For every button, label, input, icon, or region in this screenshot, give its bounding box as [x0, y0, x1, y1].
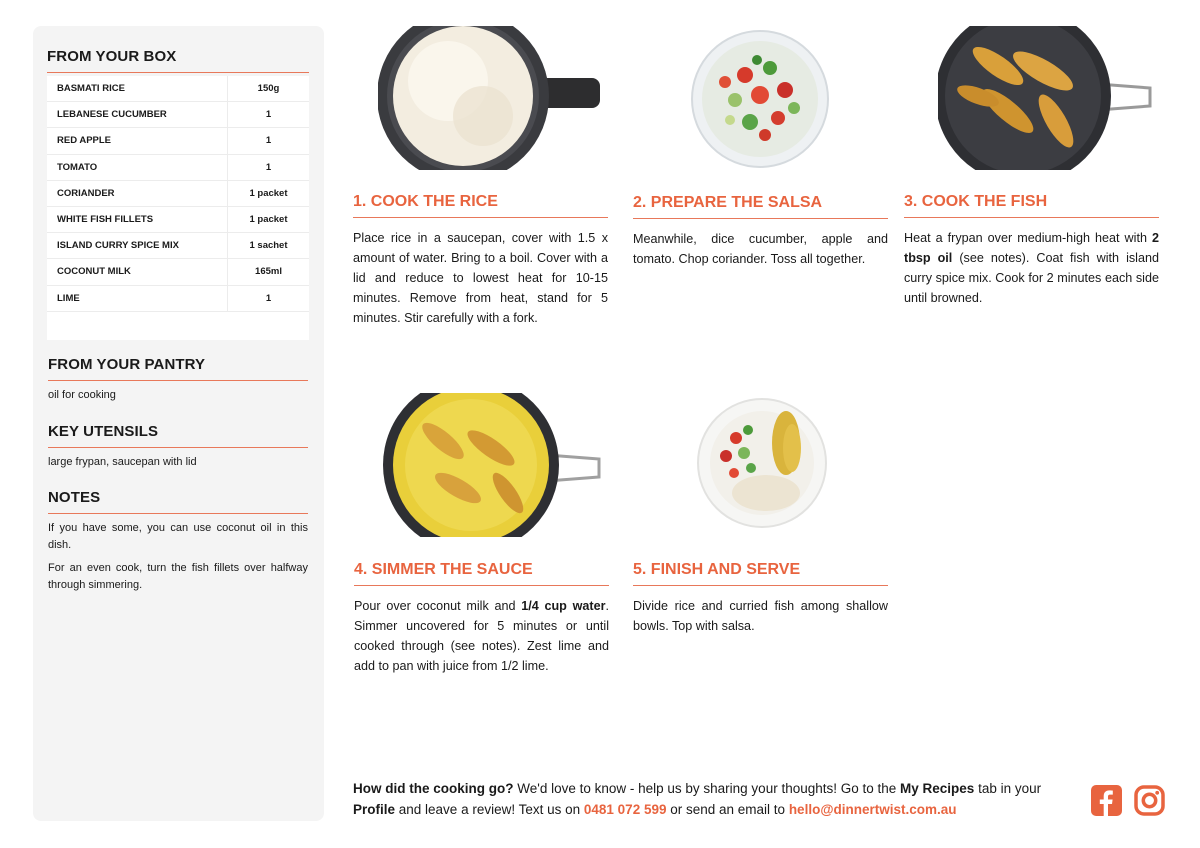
ingredient-row — [47, 155, 309, 181]
utensils-heading: KEY UTENSILS — [48, 423, 308, 448]
step-2-body — [633, 229, 888, 269]
pantry-section — [48, 356, 308, 404]
ingredients-table — [47, 76, 309, 340]
notes-section — [48, 489, 308, 594]
notes-heading: NOTES — [48, 489, 308, 514]
my-recipes-link[interactable]: My Recipes — [900, 781, 975, 796]
instagram-icon[interactable] — [1134, 785, 1165, 816]
ingredient-row — [47, 233, 309, 259]
curry-sauce-photo — [383, 393, 601, 537]
footer-question: How did the cooking go? — [353, 781, 514, 796]
step-text: Heat a frypan over medium-high heat with — [904, 231, 1152, 245]
footer-text: and leave a review! Text us on — [395, 802, 584, 817]
ingredient-name: ISLAND CURRY SPICE MIX — [57, 240, 179, 252]
step-text: Divide rice and curried fish among shallow bowls. Top with salsa. — [633, 599, 888, 633]
step-5-body — [633, 596, 888, 636]
fish-frypan-photo — [938, 26, 1152, 170]
pantry-text: oil for cooking — [48, 389, 116, 401]
step-text: Pour over coconut milk and — [354, 599, 522, 613]
step-text: . Simmer uncovered for 5 minutes or until cooked through (see notes). Zest lime and add to pan with juice from 1/2 lime. — [354, 599, 609, 673]
ingredient-row — [47, 128, 309, 154]
ingredient-row — [47, 76, 309, 102]
rice-saucepan-photo — [378, 26, 602, 170]
utensils-section — [48, 423, 308, 471]
step-3-body — [904, 228, 1159, 308]
ingredient-qty: 1 packet — [227, 207, 309, 232]
ingredient-row — [47, 259, 309, 285]
ingredient-row — [47, 102, 309, 128]
step-3-title: 3. COOK THE FISH — [904, 193, 1159, 218]
note-text: If you have some, you can use coconut oil in this dish. — [48, 522, 308, 551]
phone-link[interactable]: 0481 072 599 — [583, 802, 667, 817]
ingredient-qty: 1 — [227, 155, 309, 180]
ingredient-name: RED APPLE — [57, 135, 112, 147]
salsa-bowl-photo — [690, 30, 830, 168]
ingredient-row-empty — [47, 312, 309, 340]
step-1-body — [353, 228, 608, 328]
ingredient-qty: 1 sachet — [227, 233, 309, 258]
ingredient-name: CORIANDER — [57, 187, 115, 199]
ingredient-name: LIME — [57, 292, 80, 304]
ingredient-row — [47, 181, 309, 207]
ingredient-name: LEBANESE CUCUMBER — [57, 109, 167, 121]
ingredient-name: COCONUT MILK — [57, 266, 131, 278]
note-text: For an even cook, turn the fish fillets over halfway through simmering. — [48, 562, 308, 591]
footer-text: or send an email to — [666, 802, 789, 817]
step-bold-text: 2 tbsp oil — [904, 231, 1159, 265]
ingredient-row — [47, 286, 309, 312]
footer-text: We'd love to know - help us by sharing your thoughts! Go to the — [513, 781, 901, 796]
ingredient-qty: 1 — [227, 286, 309, 311]
step-4-body — [354, 596, 609, 676]
ingredient-qty: 1 packet — [227, 181, 309, 206]
step-4-title: 4. SIMMER THE SAUCE — [354, 561, 609, 586]
step-2-title: 2. PREPARE THE SALSA — [633, 194, 888, 219]
step-text: (see notes). Coat fish with island curry spice mix. Cook for 2 minutes each side until browned. — [904, 251, 1159, 305]
step-1-title: 1. COOK THE RICE — [353, 193, 608, 218]
ingredient-qty: 150g — [227, 76, 309, 101]
ingredient-name: WHITE FISH FILLETS — [57, 214, 154, 226]
feedback-footer — [353, 778, 1073, 820]
ingredient-qty: 1 — [227, 102, 309, 127]
pantry-heading: FROM YOUR PANTRY — [48, 356, 308, 381]
step-text: Place rice in a saucepan, cover with 1.5 x amount of water. Bring to a boil. Cover with a lid and reduce to lowest heat for 10-15 minutes. Remove from heat, stand for 5 minutes. Stir carefully with a fork. — [353, 231, 608, 325]
step-5-title: 5. FINISH AND SERVE — [633, 561, 888, 586]
profile-link[interactable]: Profile — [353, 802, 396, 817]
step-text: Meanwhile, dice cucumber, apple and tomato. Chop coriander. Toss all together. — [633, 232, 888, 266]
step-bold-text: 1/4 cup water — [521, 599, 606, 613]
plated-dish-photo — [696, 398, 828, 528]
ingredient-row — [47, 207, 309, 233]
ingredients-sidebar — [33, 26, 324, 821]
footer-text: tab in your — [974, 781, 1042, 796]
email-link[interactable]: hello@dinnertwist.com.au — [788, 802, 957, 817]
ingredient-name: BASMATI RICE — [57, 83, 125, 95]
from-your-box-heading: FROM YOUR BOX — [47, 48, 309, 73]
ingredient-name: TOMATO — [57, 161, 98, 173]
ingredient-qty: 165ml — [227, 259, 309, 284]
ingredient-qty: 1 — [227, 128, 309, 153]
utensils-text: large frypan, saucepan with lid — [48, 456, 197, 468]
facebook-icon[interactable] — [1091, 785, 1122, 816]
